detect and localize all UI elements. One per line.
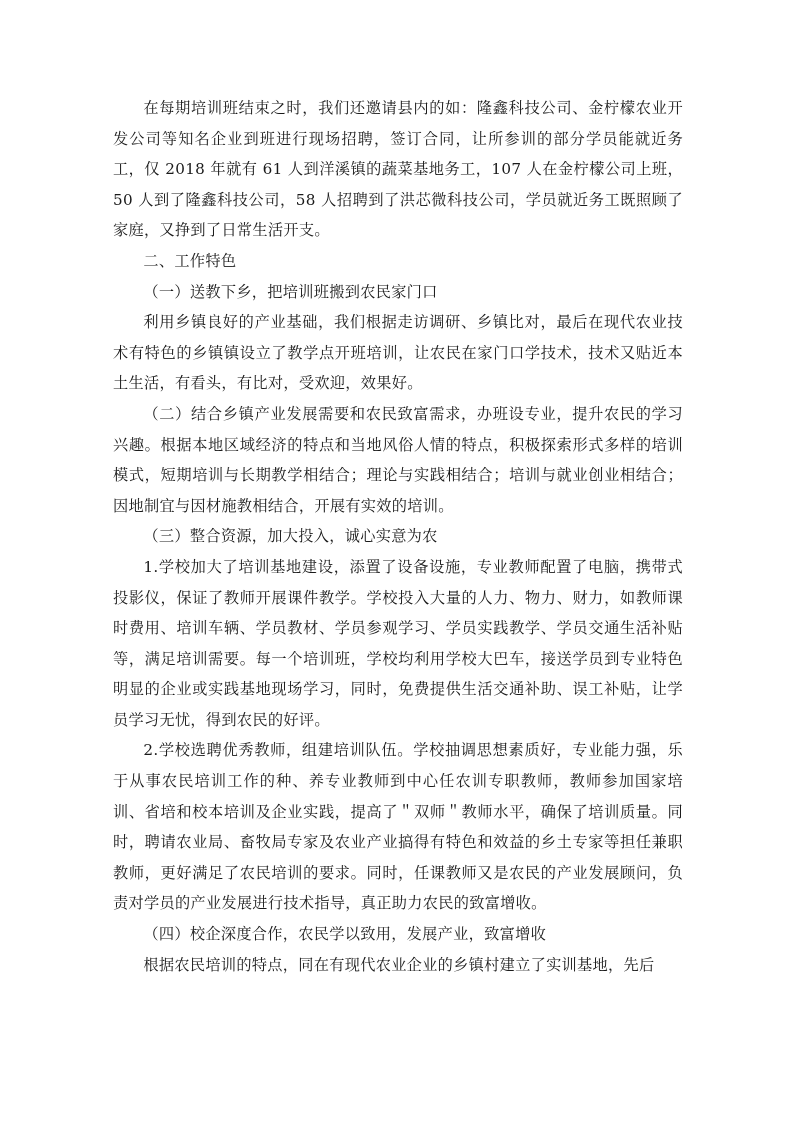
paragraph-training-base: 根据农民培训的特点，同在有现代农业企业的乡镇村建立了实训基地，先后 [143,955,655,974]
paragraph-item-two: 2.学校选聘优秀教师，组建培训队伍。学校抽调思想素质好，专业能力强，乐于从事农民培训工作的种、养专业教师到中心任农训专职教师，教师参加国家培训、省培和校本培训及企业实践，提高了＂双师＂教师水平，确保了培训质量。同时，聘请农业局、畜牧局专家及农业产业搞得有特色和效益的乡土专家等担任兼职教师，更好满足了农民培训的要求。同时，任课教师又是农民的产业发展顾问，负责对学员的产业发展进行技术指导，真正助力农民的致富增收。 [113,741,683,913]
paragraph-item-one: 1.学校加大了培训基地建设，添置了设备设施，专业教师配置了电脑，携带式投影仪，保证了教师开展课件教学。学校投入大量的人力、物力、财力，如教师课时费用、培训车辆、学员教材、学员参观学习、学员实践教学、学员交通生活补贴等，满足培训需要。每一个培训班，学校均利用学校大巴车，接送学员到专业特色明显的企业或实践基地现场学习，同时，免费提供生活交通补助、误工补贴，让学员学习无忧，得到农民的好评。 [113,557,683,729]
subheading-four: （四）校企深度合作，农民学以致用，发展产业，致富增收 [143,925,547,944]
subheading-one: （一）送教下乡，把培训班搬到农民家门口 [143,282,438,301]
subheading-three: （三）整合资源，加大投入，诚心实意为农 [143,527,438,546]
section-heading-work-features: 二、工作特色 [143,251,237,270]
paragraph-industry-base: 利用乡镇良好的产业基础，我们根据走访调研、乡镇比对，最后在现代农业技术有特色的乡镇镇设立了教学点开班培训，让农民在家门口学技术，技术又贴近本土生活，有看头，有比对，受欢迎，效果好。 [113,313,683,393]
paragraph-subheading-two: （二）结合乡镇产业发展需要和农民致富需求，办班设专业，提升农民的学习兴趣。根据本地区域经济的特点和当地风俗人情的特点，积极探索形式多样的培训模式，短期培训与长期教学相结合；理论与实践相结合；培训与就业创业相结合；因地制宜与因材施教相结合，开展有实效的培训。 [113,404,683,515]
paragraph-recruitment: 在每期培训班结束之时，我们还邀请县内的如：隆鑫科技公司、金柠檬农业开发公司等知名企业到班进行现场招聘，签订合同，让所参训的部分学员能就近务工，仅 2018 年就有 61 人到洋溪镇的蔬菜基地务工，107 人在金柠檬公司上班，50 人到了隆鑫科技公司，58 人招聘到了洪芯微科技公司，学员就近务工既照顾了家庭，又挣到了日常生活开支。 [113,99,683,240]
